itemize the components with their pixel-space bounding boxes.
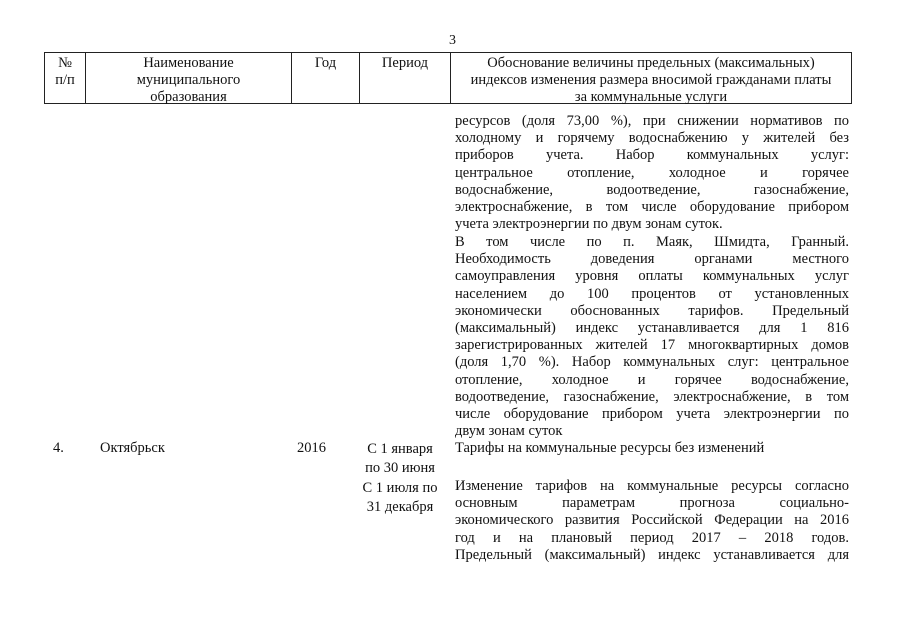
text-line: центральное отопление, холодное и горячее xyxy=(455,164,849,181)
text-line: холодному и горячему водоснабжению у жителей без xyxy=(455,130,849,147)
row-period-1-line-2: по 30 июня xyxy=(365,460,435,476)
text-line: (доля 1,70 %). Набор коммунальных слуг: центральное xyxy=(455,354,849,371)
text-line: В том числе по п. Маяк, Шмидта, Гранный. xyxy=(455,234,849,250)
text-line: экономического развития Российской Федерации на 2016 xyxy=(455,512,849,529)
row-period-2-line-1: С 1 июля по xyxy=(362,480,438,496)
page-number: 3 xyxy=(449,33,456,48)
text-line: водоотведение, газоснабжение, электроснабжение, в том xyxy=(455,388,849,405)
header-col-number-line-2: п/п xyxy=(55,72,75,88)
text-line: числе оборудование прибором учета электроэнергии по xyxy=(455,405,849,422)
text-line: отопление, холодное и горячее водоснабжение, xyxy=(455,371,849,388)
text-line: Предельный (максимальный) индекс устанавливается для xyxy=(455,546,849,563)
row-number: 4. xyxy=(53,440,64,456)
text-line: (максимальный) индекс устанавливается для 1 816 xyxy=(455,319,849,336)
header-col-justification xyxy=(451,53,851,103)
text-line: самоуправления уровня оплаты коммунальных услуг xyxy=(455,268,849,285)
row-period-2-line-2: 31 декабря xyxy=(366,499,434,515)
table-header xyxy=(44,52,852,104)
text-line: населением до 100 процентов от установленных xyxy=(455,285,849,302)
row-justification-1: Тарифы на коммунальные ресурсы без изменений xyxy=(455,440,765,456)
header-col-municipality-line-2: муниципального xyxy=(136,72,241,88)
text-line: ресурсов (доля 73,00 %), при снижении нормативов по xyxy=(455,113,849,129)
continuation-block-1 xyxy=(455,113,849,233)
text-line: Изменение тарифов на коммунальные ресурсы согласно xyxy=(455,478,849,494)
header-col-municipality-line-1: Наименование xyxy=(143,55,234,71)
row-justification-2 xyxy=(455,478,849,564)
row-period xyxy=(358,440,442,517)
row-year: 2016 xyxy=(297,440,326,456)
header-col-number xyxy=(45,53,86,103)
text-line: учета электроэнергии по двум зонам суток. xyxy=(455,216,723,233)
header-col-number-line-1: № xyxy=(58,55,72,71)
text-line: Необходимость доведения органами местного xyxy=(455,251,849,268)
header-col-justification-line-3: за коммунальные услуги xyxy=(574,89,728,105)
header-col-municipality xyxy=(86,53,292,103)
header-col-period-label: Период xyxy=(381,55,429,71)
header-col-municipality-line-3: образования xyxy=(150,89,227,105)
row-period-1-line-1: С 1 января xyxy=(367,441,433,457)
text-line: год и на плановый период 2017 – 2018 годов. xyxy=(455,529,849,546)
text-line: двум зонам суток xyxy=(455,423,563,440)
continuation-block-2 xyxy=(455,234,849,440)
text-line: электроснабжение, в том числе оборудование прибором xyxy=(455,198,849,215)
text-line: приборов учета. Набор коммунальных услуг: xyxy=(455,147,849,164)
text-line: водоснабжение, водоотведение, газоснабжение, xyxy=(455,181,849,198)
row-municipality: Октябрьск xyxy=(100,440,165,456)
text-line: основным параметрам прогноза социально- xyxy=(455,495,849,512)
header-col-justification-line-2: индексов изменения размера вносимой гражданами платы xyxy=(470,72,832,88)
text-line: экономически обоснованных тарифов. Предельный xyxy=(455,302,849,319)
text-line: зарегистрированных жителей 17 многоквартирных домов xyxy=(455,337,849,354)
header-col-year-label: Год xyxy=(314,55,337,71)
header-col-period xyxy=(360,53,451,103)
header-col-year xyxy=(292,53,360,103)
header-col-justification-line-1: Обоснование величины предельных (максимальных) xyxy=(487,55,815,71)
